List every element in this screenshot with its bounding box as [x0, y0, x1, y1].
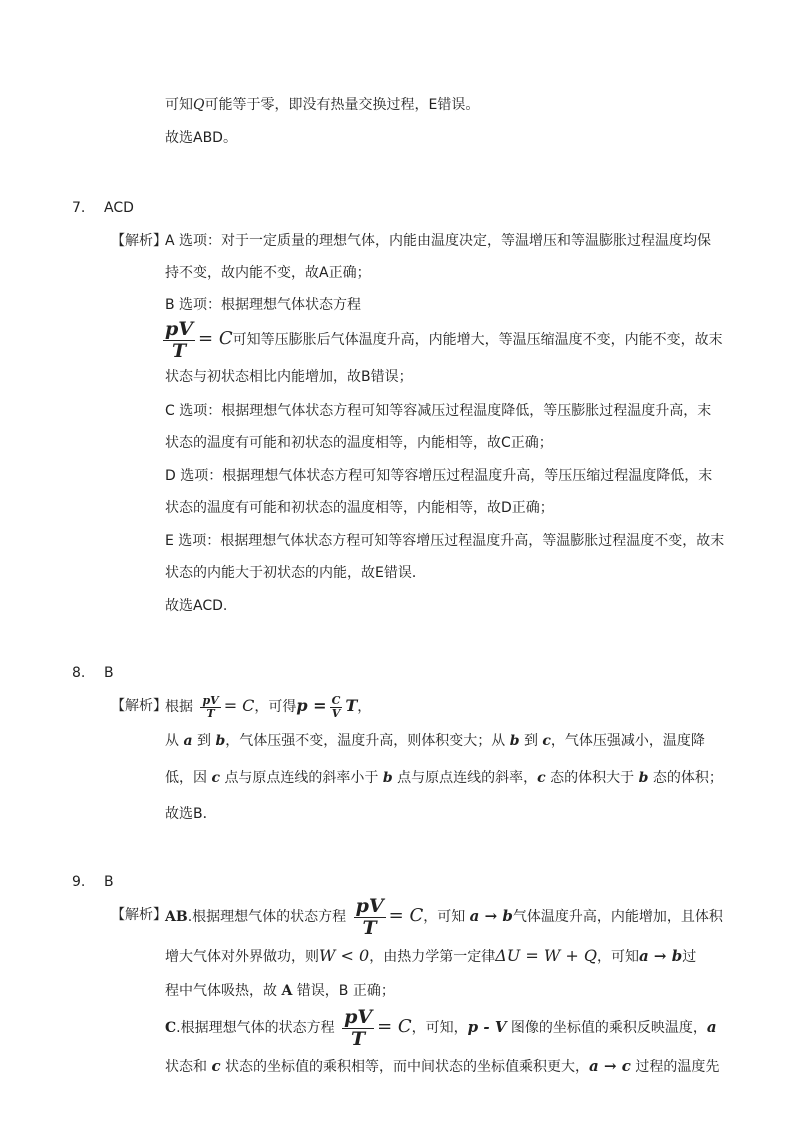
answer: ACD [104, 200, 134, 216]
text-line: E 选项：根据理想气体状态方程可知等容增压过程温度升高，等温膨胀过程温度不变，故末 [165, 533, 725, 549]
text-line: 状态的温度有可能和初状态的温度相等，内能相等，故C正确； [165, 435, 553, 451]
text-line: A 选项：对于一定质量的理想气体，内能由温度决定，等温增压和等温膨胀过程温度均保 [165, 233, 712, 249]
text-line: 程中气体吸热，故 A 错误，B 正确； [165, 983, 395, 999]
text-line: C 选项：根据理想气体状态方程可知等容减压过程温度降低，等压膨胀过程温度升高，末 [165, 403, 712, 419]
fraction: $\frac{pV}{T}$ [165, 317, 194, 362]
question-number: 9. [72, 874, 86, 890]
text-line: 低，因 c 点与原点连线的斜率小于 b 点与原点连线的斜率，c 态的体积大于 b 态的体积； [165, 770, 723, 786]
text-line: 状态和 c 状态的坐标值的乘积相等，而中间状态的坐标值乘积更大，a → c 过程的温度先 [165, 1057, 720, 1075]
fraction: $\frac{C}{V}$ [331, 693, 341, 720]
text-line: 可知Q可能等于零，即没有热量交换过程，E错误。 [165, 97, 480, 113]
question-number: 7. [72, 200, 86, 216]
analysis-tag: 【解析】 [111, 698, 167, 714]
text-line: D 选项：根据理想气体状态方程可知等容增压过程温度升高，等压压缩过程温度降低，末 [165, 468, 713, 484]
fraction: $\frac{pV}{T}$ [202, 693, 219, 720]
equation-line: $\frac{pV}{T}$ = C可知等压膨胀后气体温度升高，内能增大，等温压缩温度不变，内能不变，故末 [165, 317, 723, 362]
text-line: 持不变，故内能不变，故A正确； [165, 265, 371, 281]
text-line: 从 a 到 b，气体压强不变，温度升高，则体积变大；从 b 到 c，气体压强减小，温度降 [165, 733, 705, 749]
math-var: Q [193, 97, 205, 113]
text-line: 状态与初状态相比内能增加，故B错误； [165, 369, 413, 385]
equation-line: C.根据理想气体的状态方程 $\frac{pV}{T}$ = C，可知，p - V 图像的坐标值的乘积反映温度，a [165, 1005, 717, 1050]
fraction: $\frac{pV}{T}$ [344, 1005, 373, 1050]
analysis-tag: 【解析】 [111, 233, 167, 249]
question-number: 8. [72, 665, 86, 681]
equation-line: AB.根据理想气体的状态方程 $\frac{pV}{T}$ = C，可知 a → b气体温度升高，内能增加，且体积 [165, 894, 723, 939]
conclusion-text: 故选ACD. [165, 598, 228, 614]
text-line: 状态的温度有可能和初状态的温度相等，内能相等，故D正确； [165, 500, 554, 516]
text-line: 增大气体对外界做功，则W < 0，由热力学第一定律ΔU = W + Q，可知a → b过 [165, 946, 697, 965]
fraction: $\frac{pV}{T}$ [355, 894, 384, 939]
answer: B [104, 665, 114, 681]
equation-line: 根据 $\frac{pV}{T}$ = C，可得p = $\frac{C}{V}$ T， [165, 693, 372, 720]
answer: B [104, 874, 114, 890]
text-line: 状态的内能大于初状态的内能，故E错误． [165, 565, 426, 581]
analysis-tag: 【解析】 [111, 907, 167, 923]
conclusion-text: 故选ABD。 [165, 130, 237, 146]
conclusion-text: 故选B． [165, 806, 217, 822]
text-line: B 选项：根据理想气体状态方程 [165, 297, 362, 313]
